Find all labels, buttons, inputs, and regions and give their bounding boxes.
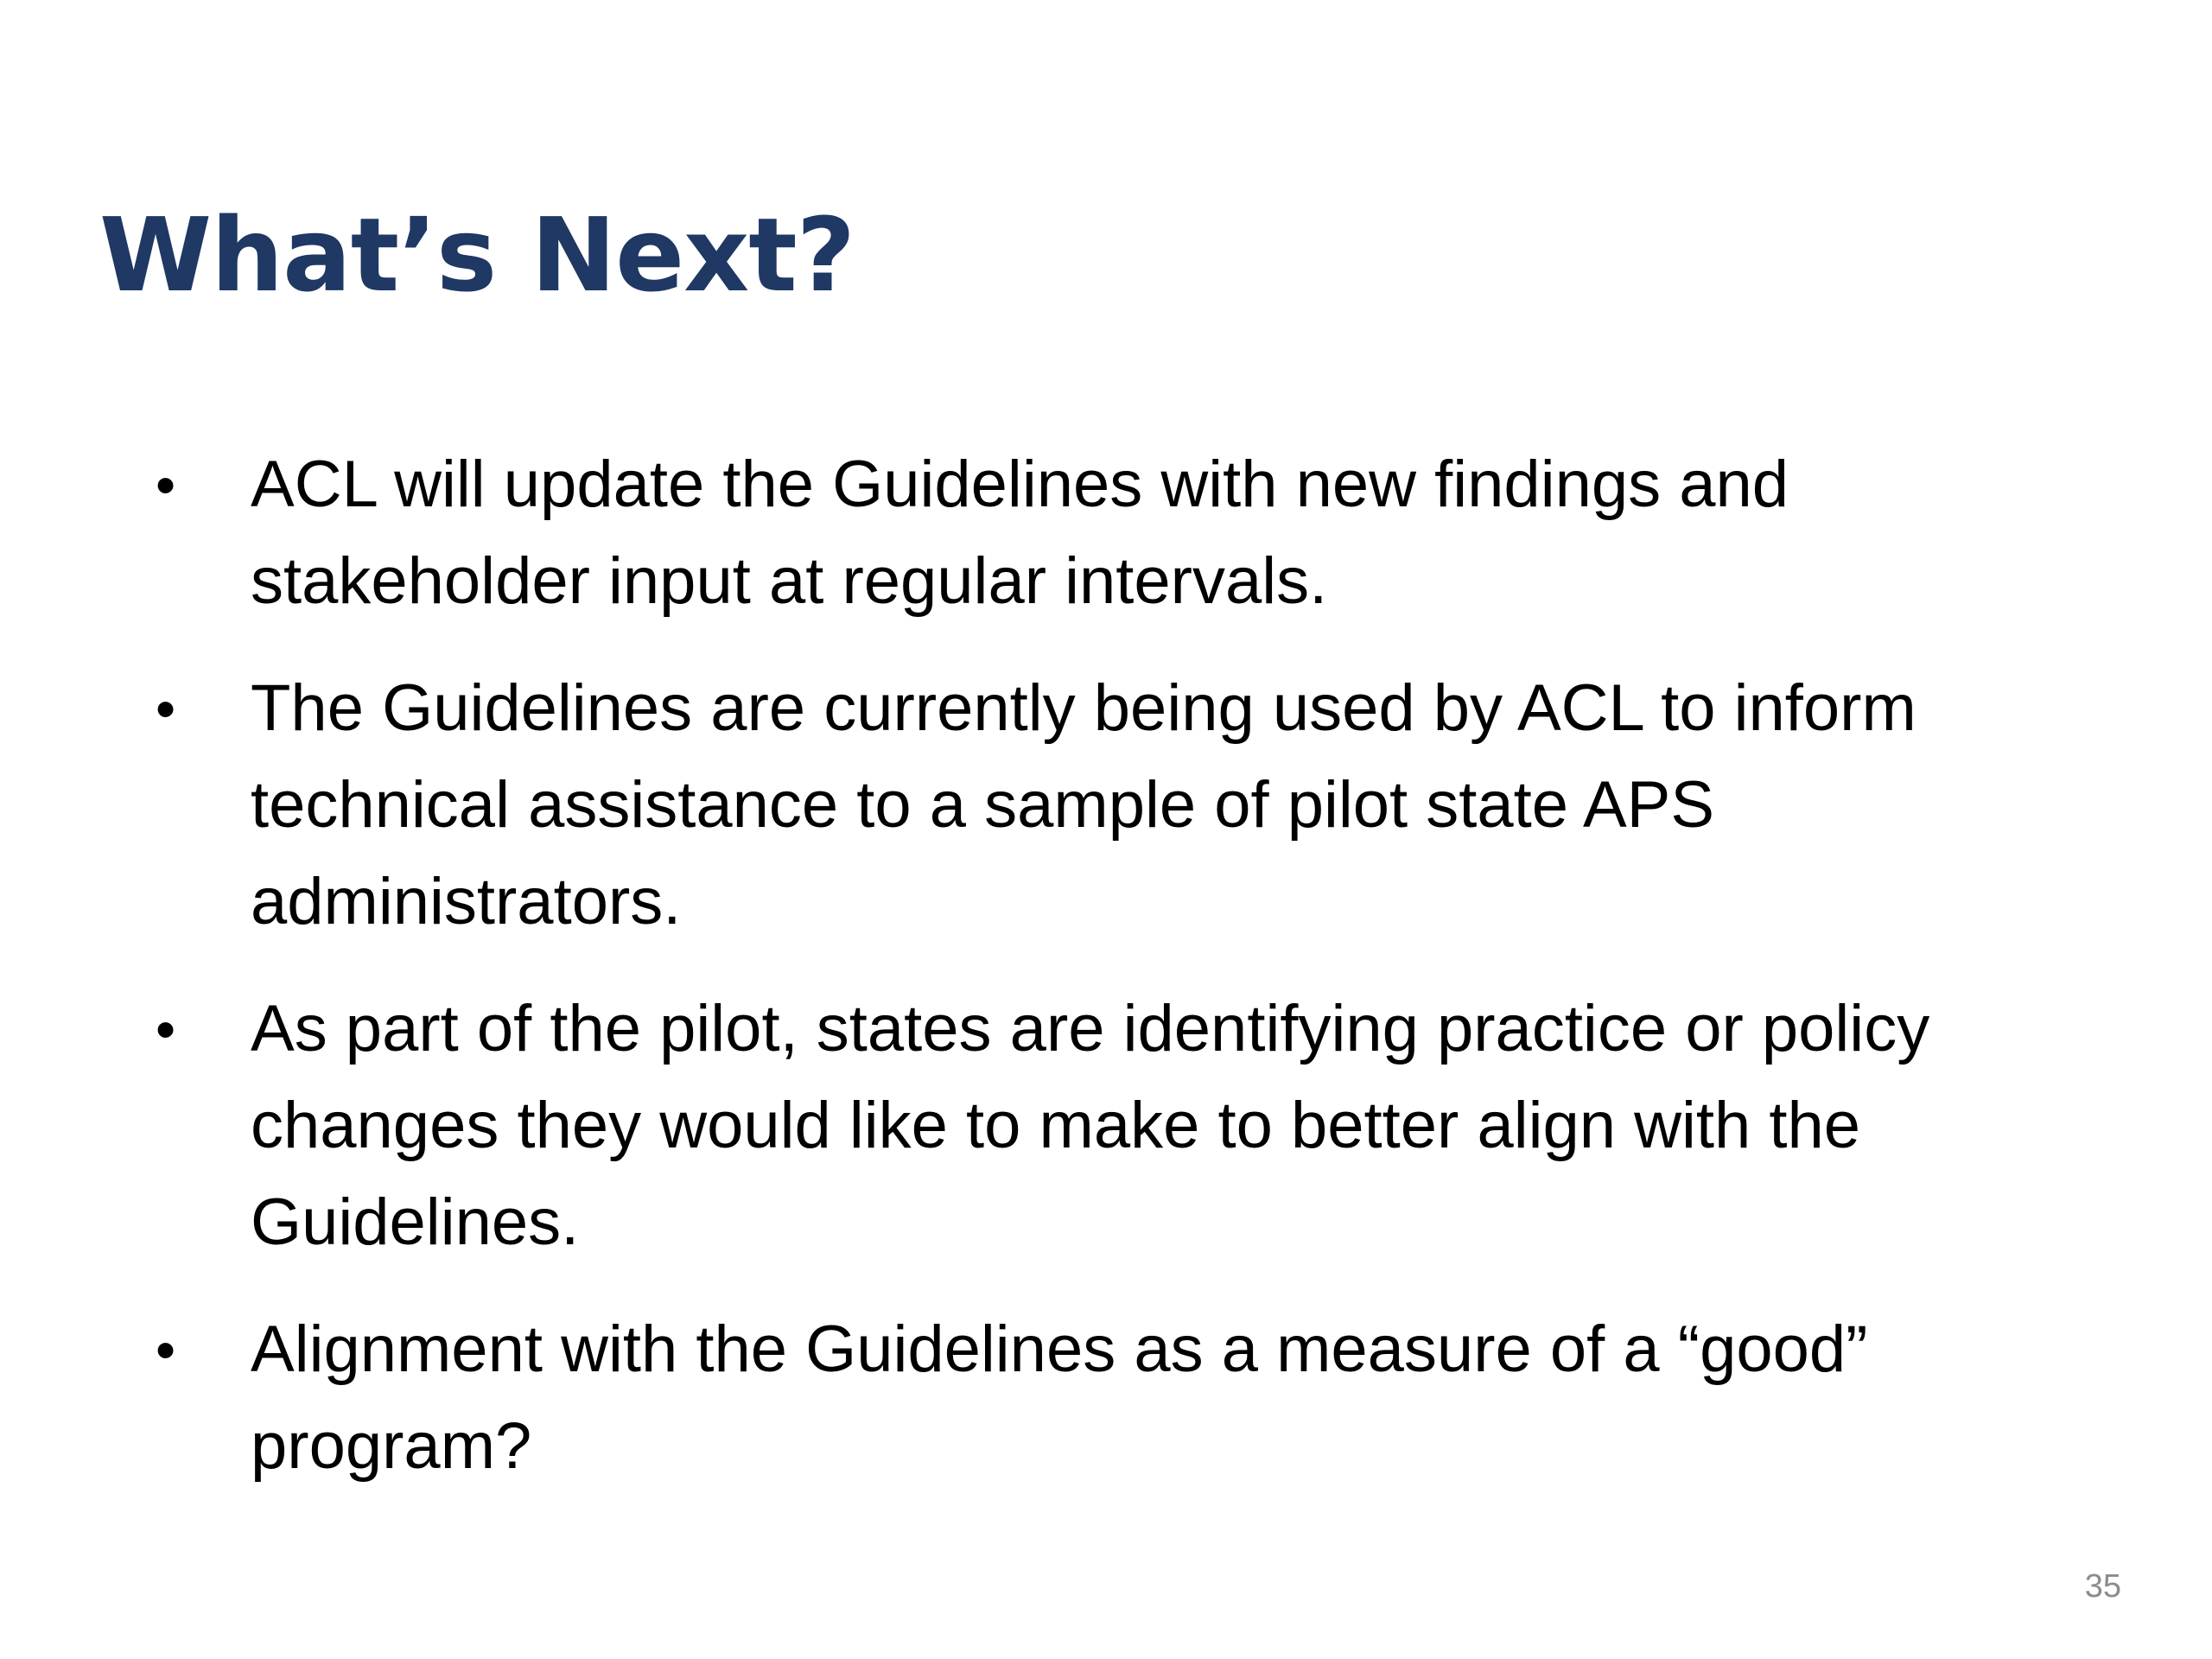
bullet-marker-icon: •: [156, 677, 176, 741]
page-number: 35: [2084, 1568, 2121, 1605]
bullet-item: [156, 981, 2091, 1271]
bullet-marker-icon: •: [156, 997, 176, 1061]
bullet-list: [156, 436, 2091, 1525]
bullet-text: As part of the pilot, states are identifying practice or policy changes they would like to make to better align with the Guidelines.: [251, 992, 1930, 1259]
bullet-item: [156, 436, 2091, 630]
bullet-item: [156, 660, 2091, 950]
bullet-text: Alignment with the Guidelines as a measure of a “good” program?: [251, 1313, 1868, 1483]
bullet-text: ACL will update the Guidelines with new findings and stakeholder input at regular intervals.: [251, 448, 1789, 618]
bullet-marker-icon: •: [156, 453, 176, 517]
bullet-marker-icon: •: [156, 1318, 176, 1382]
slide-title: What’s Next?: [99, 195, 855, 315]
bullet-item: [156, 1301, 2091, 1495]
bullet-text: The Guidelines are currently being used by ACL to inform technical assistance to a sample of pilot state APS administrators.: [251, 671, 1916, 938]
